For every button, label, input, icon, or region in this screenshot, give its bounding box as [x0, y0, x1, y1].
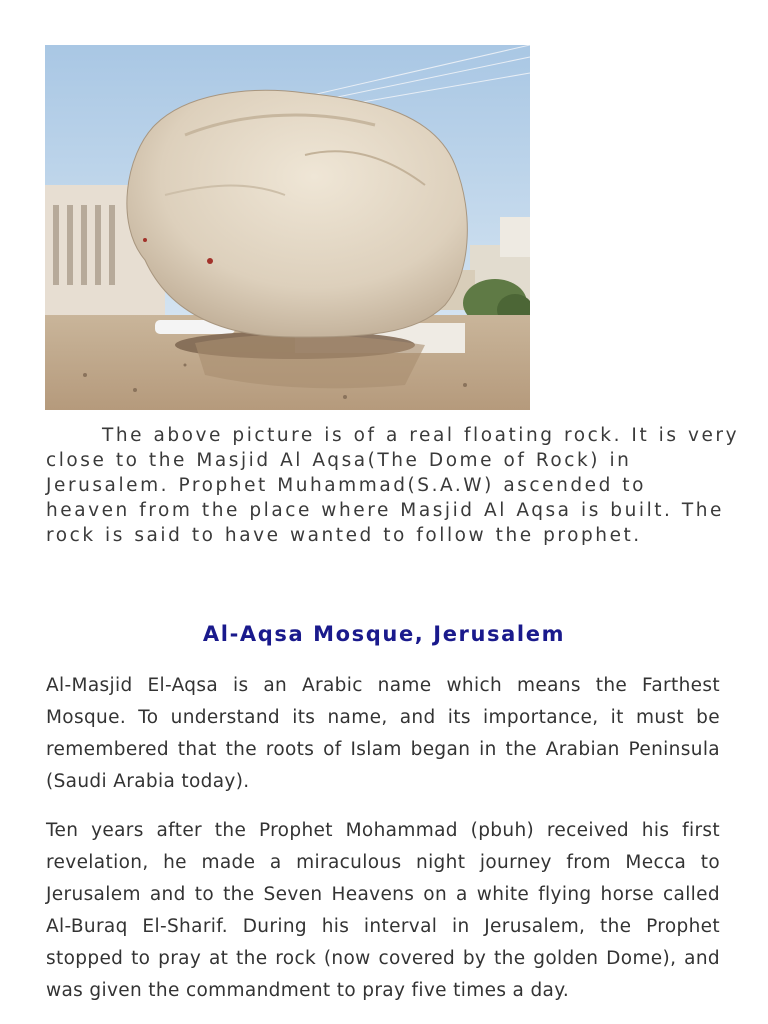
floating-rock-photo [45, 45, 530, 410]
body-paragraph: Al-Masjid El-Aqsa is an Arabic name which means the Farthest Mosque. To understand its name, and its importance, it must be remembered that the roots of Islam began in the Arabian Peninsula (Saudi Arabia today). [46, 675, 720, 792]
body-paragraph: Ten years after the Prophet Mohammad (pbuh) received his first revelation, he made a miraculous night journey from Mecca to Jerusalem and to the Seven Heavens on a white flying horse called Al-Buraq El-Sharif. During his interval in Jerusalem, the Prophet stopped to pray at the rock (now covered by the golden Dome), and was given the commandment to pray five times a day. [46, 820, 720, 1001]
section-heading: Al-Aqsa Mosque, Jerusalem [202, 622, 566, 646]
caption-line [46, 423, 746, 448]
caption-line: Jerusalem. Prophet Muhammad(S.A.W) ascended to [46, 475, 646, 496]
photo-caption [46, 423, 746, 548]
caption-line: rock is said to have wanted to follow the prophet. [46, 525, 642, 546]
caption-line-text: The above picture is of a real floating rock. It is very [102, 425, 740, 446]
caption-line: heaven from the place where Masjid Al Aqsa is built. The [46, 500, 724, 521]
caption-line: close to the Masjid Al Aqsa(The Dome of Rock) in [46, 450, 632, 471]
